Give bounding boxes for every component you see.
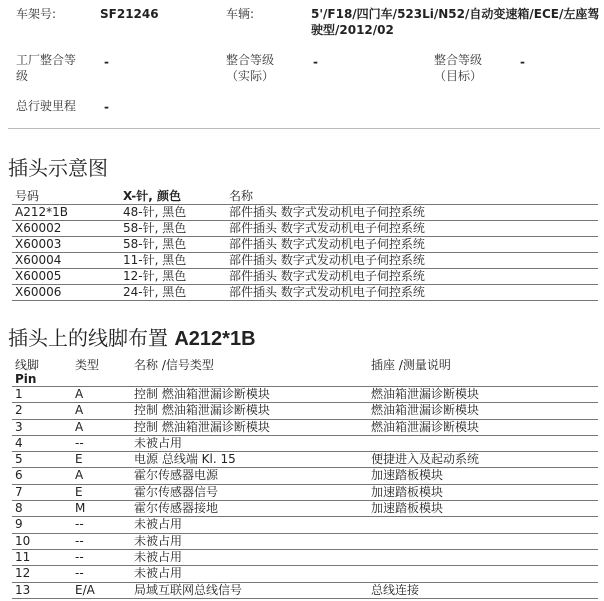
connector-name: 部件插头 数字式发动机电子伺控系统 xyxy=(226,253,598,269)
pin-type: A xyxy=(72,468,131,484)
connector-pins: 11-针, 黑色 xyxy=(120,253,226,269)
connector-pins: 48-针, 黑色 xyxy=(120,205,226,221)
table-row xyxy=(12,205,598,221)
table-row xyxy=(12,501,598,517)
target-level-value: - xyxy=(520,55,525,69)
table-row xyxy=(12,253,598,269)
pin-signal: 未被占用 xyxy=(131,549,368,565)
pin-type: -- xyxy=(72,533,131,549)
pin-type: A xyxy=(72,403,131,419)
pin-type: E xyxy=(72,484,131,500)
target-level-label-line1: 整合等级 xyxy=(434,53,483,67)
pin-number: 1 xyxy=(12,387,72,403)
pin-table xyxy=(12,358,598,599)
table-row xyxy=(12,269,598,285)
connector-code: X60005 xyxy=(12,269,120,285)
pin-section-title-code: A212*1B xyxy=(174,328,256,350)
chassis-value: SF21246 xyxy=(100,7,159,21)
table-row xyxy=(12,484,598,500)
pin-type: -- xyxy=(72,435,131,451)
chassis-label: 车架号: xyxy=(16,7,57,21)
col-header-pin-line1: 线脚 xyxy=(15,358,40,372)
pin-socket: 加速踏板模块 xyxy=(368,468,598,484)
pin-signal: 未被占用 xyxy=(131,533,368,549)
connector-code: A212*1B xyxy=(12,205,120,221)
table-row xyxy=(12,468,598,484)
pin-number: 5 xyxy=(12,452,72,468)
connector-code: X60006 xyxy=(12,285,120,301)
connector-pins: 24-针, 黑色 xyxy=(120,285,226,301)
pin-signal: 未被占用 xyxy=(131,435,368,451)
pin-table-header xyxy=(12,358,598,387)
factory-level-value: - xyxy=(104,55,109,69)
pin-type: A xyxy=(72,419,131,435)
actual-level-label-line1: 整合等级 xyxy=(226,53,275,67)
col-header-socket: 插座 /测量说明 xyxy=(368,358,598,387)
table-row xyxy=(12,435,598,451)
connector-code: X60004 xyxy=(12,253,120,269)
pin-signal: 控制 燃油箱泄漏诊断模块 xyxy=(131,419,368,435)
mileage-label: 总行驶里程 xyxy=(16,99,77,113)
table-row xyxy=(12,387,598,403)
pin-type: -- xyxy=(72,517,131,533)
pin-type: E/A xyxy=(72,582,131,598)
pin-signal: 未被占用 xyxy=(131,566,368,582)
table-row xyxy=(12,221,598,237)
pin-number: 8 xyxy=(12,501,72,517)
table-row xyxy=(12,533,598,549)
pin-signal: 霍尔传感器接地 xyxy=(131,501,368,517)
connector-table-header xyxy=(12,189,598,205)
col-header-signal: 名称 /信号类型 xyxy=(131,358,368,387)
actual-level-label-line2: （实际） xyxy=(226,69,275,83)
pin-socket: 加速踏板模块 xyxy=(368,501,598,517)
connector-name: 部件插头 数字式发动机电子伺控系统 xyxy=(226,205,598,221)
pin-number: 10 xyxy=(12,533,72,549)
connector-name: 部件插头 数字式发动机电子伺控系统 xyxy=(226,221,598,237)
pin-number: 13 xyxy=(12,582,72,598)
col-header-pin-line2: Pin xyxy=(15,372,37,386)
pin-number: 11 xyxy=(12,549,72,565)
connector-pins: 12-针, 黑色 xyxy=(120,269,226,285)
mileage-value: - xyxy=(104,100,109,114)
pin-type: E xyxy=(72,452,131,468)
col-header-pins: X-针, 颜色 xyxy=(120,189,226,205)
pin-socket: 燃油箱泄漏诊断模块 xyxy=(368,403,598,419)
actual-level-value: - xyxy=(313,55,318,69)
table-row xyxy=(12,285,598,301)
factory-level-label-line2: 级 xyxy=(16,69,29,83)
pin-number: 7 xyxy=(12,484,72,500)
table-row xyxy=(12,582,598,598)
col-header-pin xyxy=(12,358,72,387)
pin-number: 9 xyxy=(12,517,72,533)
pin-signal: 控制 燃油箱泄漏诊断模块 xyxy=(131,387,368,403)
table-row xyxy=(12,403,598,419)
pin-socket: 加速踏板模块 xyxy=(368,484,598,500)
connector-pins: 58-针, 黑色 xyxy=(120,221,226,237)
pin-number: 2 xyxy=(12,403,72,419)
connector-section-title: 插头示意图 xyxy=(8,156,108,180)
vehicle-label: 车辆: xyxy=(226,7,255,21)
pin-socket: 燃油箱泄漏诊断模块 xyxy=(368,387,598,403)
target-level-label-line2: （目标） xyxy=(434,69,483,83)
pin-type: A xyxy=(72,387,131,403)
pin-type: -- xyxy=(72,566,131,582)
pin-socket xyxy=(368,517,598,533)
vehicle-value-line1: 5'/F18/四门车/523Li/N52/自动变速箱/ECE/左座驾 xyxy=(311,7,600,21)
pin-number: 4 xyxy=(12,435,72,451)
pin-type: M xyxy=(72,501,131,517)
pin-type: -- xyxy=(72,549,131,565)
pin-socket: 总线连接 xyxy=(368,582,598,598)
pin-number: 3 xyxy=(12,419,72,435)
pin-socket: 燃油箱泄漏诊断模块 xyxy=(368,419,598,435)
pin-signal: 霍尔传感器信号 xyxy=(131,484,368,500)
connector-table xyxy=(12,189,598,301)
connector-name: 部件插头 数字式发动机电子伺控系统 xyxy=(226,269,598,285)
col-header-code: 号码 xyxy=(12,189,120,205)
col-header-name: 名称 xyxy=(226,189,598,205)
table-row xyxy=(12,237,598,253)
table-row xyxy=(12,419,598,435)
pin-number: 12 xyxy=(12,566,72,582)
col-header-type: 类型 xyxy=(72,358,131,387)
connector-pins: 58-针, 黑色 xyxy=(120,237,226,253)
pin-signal: 局域互联网总线信号 xyxy=(131,582,368,598)
pin-socket: 便捷进入及起动系统 xyxy=(368,452,598,468)
connector-name: 部件插头 数字式发动机电子伺控系统 xyxy=(226,237,598,253)
table-row xyxy=(12,566,598,582)
table-row xyxy=(12,517,598,533)
factory-level-label-line1: 工厂整合等 xyxy=(16,53,77,67)
pin-signal: 未被占用 xyxy=(131,517,368,533)
connector-code: X60003 xyxy=(12,237,120,253)
pin-section-title-prefix: 插头上的线脚布置 xyxy=(8,326,168,350)
pin-signal: 霍尔传感器电源 xyxy=(131,468,368,484)
table-row xyxy=(12,452,598,468)
pin-socket xyxy=(368,566,598,582)
connector-name: 部件插头 数字式发动机电子伺控系统 xyxy=(226,285,598,301)
pin-section-title xyxy=(8,322,256,351)
pin-signal: 控制 燃油箱泄漏诊断模块 xyxy=(131,403,368,419)
header-divider xyxy=(8,128,600,129)
connector-code: X60002 xyxy=(12,221,120,237)
pin-number: 6 xyxy=(12,468,72,484)
pin-socket xyxy=(368,435,598,451)
table-row xyxy=(12,549,598,565)
pin-socket xyxy=(368,549,598,565)
pin-socket xyxy=(368,533,598,549)
vehicle-value-line2: 驶型/2012/02 xyxy=(311,23,394,37)
pin-signal: 电源 总线端 Kl. 15 xyxy=(131,452,368,468)
